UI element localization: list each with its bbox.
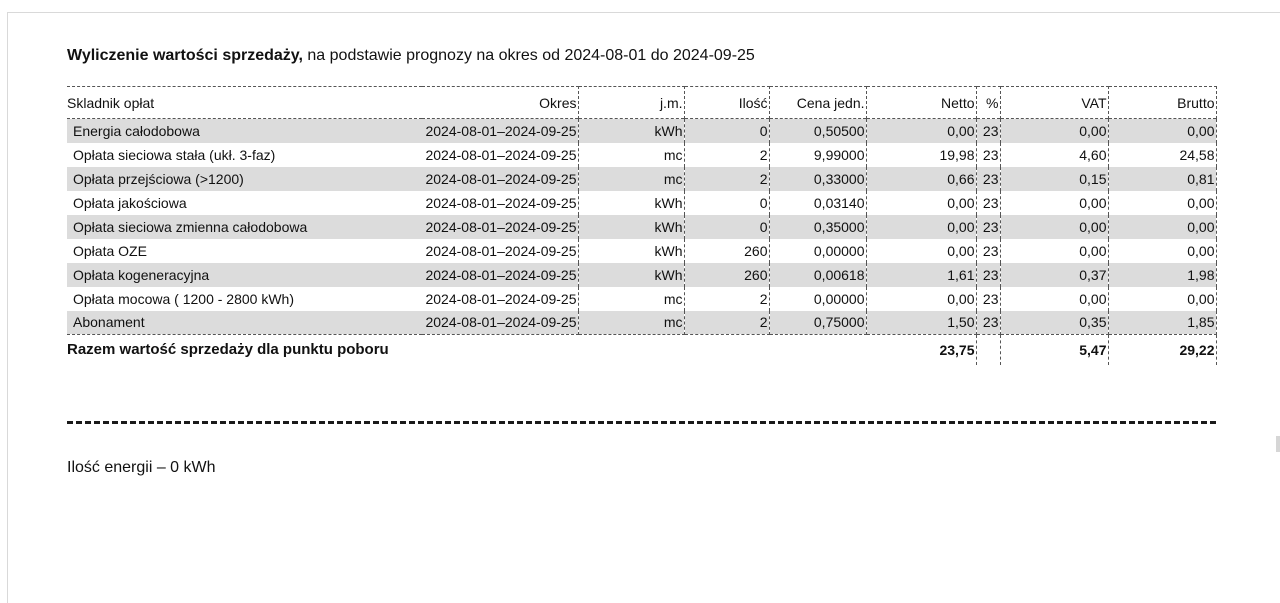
cell-net: 0,66 <box>866 167 976 191</box>
cell-vat: 0,00 <box>1000 215 1108 239</box>
cell-qty: 0 <box>684 215 769 239</box>
cell-name: Opłata jakościowa <box>73 194 187 211</box>
cell-qty: 0 <box>684 119 769 143</box>
header-unit: j.m. <box>578 87 684 119</box>
cell-qty: 2 <box>684 311 769 335</box>
cell-period: 2024-08-01–2024-09-25 <box>422 287 578 311</box>
cell-pct: 23 <box>976 191 1000 215</box>
cell-pct: 23 <box>976 119 1000 143</box>
table-row <box>67 215 1216 239</box>
cell-pct: 23 <box>976 263 1000 287</box>
header-gross: Brutto <box>1108 87 1216 119</box>
table-row <box>67 239 1216 263</box>
cell-name: Opłata OZE <box>73 242 147 259</box>
table-row <box>67 311 1216 335</box>
title-bold: Wyliczenie wartości sprzedaży, <box>67 47 303 64</box>
cell-gross: 1,98 <box>1108 263 1216 287</box>
page-title <box>67 47 755 65</box>
cell-qty: 0 <box>684 191 769 215</box>
cell-period: 2024-08-01–2024-09-25 <box>422 311 578 335</box>
cell-pct: 23 <box>976 143 1000 167</box>
cell-pct: 23 <box>976 215 1000 239</box>
cell-unit: kWh <box>578 263 684 287</box>
cell-pct: 23 <box>976 287 1000 311</box>
cell-vat: 0,35 <box>1000 311 1108 335</box>
cell-pct: 23 <box>976 167 1000 191</box>
header-net: Netto <box>866 87 976 119</box>
table-row <box>67 287 1216 311</box>
cell-vat: 0,00 <box>1000 191 1108 215</box>
cell-period: 2024-08-01–2024-09-25 <box>422 143 578 167</box>
total-net: 23,75 <box>866 335 976 365</box>
cell-unit: kWh <box>578 191 684 215</box>
cell-unit: mc <box>578 287 684 311</box>
cell-net: 0,00 <box>866 239 976 263</box>
table-row <box>67 263 1216 287</box>
scrollbar-thumb[interactable] <box>1276 436 1280 452</box>
cell-net: 0,00 <box>866 287 976 311</box>
cell-net: 0,00 <box>866 215 976 239</box>
total-pct-empty <box>976 335 1000 365</box>
cell-vat: 0,37 <box>1000 263 1108 287</box>
total-row <box>67 335 1216 365</box>
cell-price: 9,99000 <box>769 143 866 167</box>
cell-gross: 0,00 <box>1108 191 1216 215</box>
cell-vat: 0,00 <box>1000 239 1108 263</box>
sales-table-wrapper <box>67 86 1216 365</box>
cell-net: 19,98 <box>866 143 976 167</box>
cell-price: 0,03140 <box>769 191 866 215</box>
cell-gross: 1,85 <box>1108 311 1216 335</box>
cell-vat: 0,00 <box>1000 119 1108 143</box>
cell-name: Energia całodobowa <box>67 119 422 143</box>
cell-unit: mc <box>578 167 684 191</box>
cell-gross: 0,00 <box>1108 119 1216 143</box>
cell-name: Opłata sieciowa zmienna całodobowa <box>67 215 422 239</box>
cell-name: Opłata kogeneracyjna <box>67 263 422 287</box>
sales-table <box>67 86 1217 365</box>
energy-quantity-line: Ilość energii – 0 kWh <box>67 459 216 476</box>
table-row <box>67 167 1216 191</box>
cell-price: 0,00000 <box>769 239 866 263</box>
cell-qty: 260 <box>684 239 769 263</box>
cell-qty: 2 <box>684 287 769 311</box>
cell-price: 0,35000 <box>769 215 866 239</box>
cell-vat: 4,60 <box>1000 143 1108 167</box>
title-rest: na podstawie prognozy na okres od 2024-08-01 do 2024-09-25 <box>302 47 755 64</box>
dashed-divider <box>67 421 1216 424</box>
cell-net: 0,00 <box>866 191 976 215</box>
cell-net: 1,50 <box>866 311 976 335</box>
table-row <box>67 191 1216 215</box>
cell-price: 0,33000 <box>769 167 866 191</box>
cell-gross: 0,00 <box>1108 239 1216 263</box>
cell-period: 2024-08-01–2024-09-25 <box>422 263 578 287</box>
cell-gross: 0,81 <box>1108 167 1216 191</box>
cell-gross: 0,00 <box>1108 287 1216 311</box>
cell-price: 0,75000 <box>769 311 866 335</box>
cell-vat: 0,15 <box>1000 167 1108 191</box>
cell-name: Opłata sieciowa stała (ukł. 3-faz) <box>73 146 276 163</box>
cell-price: 0,00000 <box>769 287 866 311</box>
cell-period: 2024-08-01–2024-09-25 <box>422 119 578 143</box>
cell-period: 2024-08-01–2024-09-25 <box>422 215 578 239</box>
cell-net: 1,61 <box>866 263 976 287</box>
cell-pct: 23 <box>976 311 1000 335</box>
header-name: Skladnik opłat <box>67 87 422 119</box>
total-gross: 29,22 <box>1108 335 1216 365</box>
cell-period: 2024-08-01–2024-09-25 <box>422 239 578 263</box>
total-label: Razem wartość sprzedaży dla punktu poboru <box>67 341 389 359</box>
cell-pct: 23 <box>976 239 1000 263</box>
cell-qty: 2 <box>684 143 769 167</box>
table-row <box>67 119 1216 143</box>
cell-vat: 0,00 <box>1000 287 1108 311</box>
cell-unit: kWh <box>578 239 684 263</box>
cell-unit: kWh <box>578 215 684 239</box>
header-qty: Ilość <box>684 87 769 119</box>
cell-qty: 260 <box>684 263 769 287</box>
cell-name: Abonament <box>67 311 422 335</box>
cell-price: 0,00618 <box>769 263 866 287</box>
header-pct: % <box>976 87 1000 119</box>
cell-name: Opłata przejściowa (>1200) <box>67 167 422 191</box>
cell-name: Opłata mocowa ( 1200 - 2800 kWh) <box>73 290 294 307</box>
header-period: Okres <box>422 87 578 119</box>
cell-period: 2024-08-01–2024-09-25 <box>422 191 578 215</box>
header-price: Cena jedn. <box>769 87 866 119</box>
cell-unit: mc <box>578 311 684 335</box>
cell-period: 2024-08-01–2024-09-25 <box>422 167 578 191</box>
cell-gross: 0,00 <box>1108 215 1216 239</box>
cell-qty: 2 <box>684 167 769 191</box>
header-vat: VAT <box>1000 87 1108 119</box>
cell-unit: kWh <box>578 119 684 143</box>
total-vat: 5,47 <box>1000 335 1108 365</box>
table-header-row <box>67 87 1216 119</box>
table-row <box>67 143 1216 167</box>
cell-unit: mc <box>578 143 684 167</box>
cell-gross: 24,58 <box>1108 143 1216 167</box>
cell-price: 0,50500 <box>769 119 866 143</box>
cell-net: 0,00 <box>866 119 976 143</box>
table-body <box>67 119 1216 335</box>
